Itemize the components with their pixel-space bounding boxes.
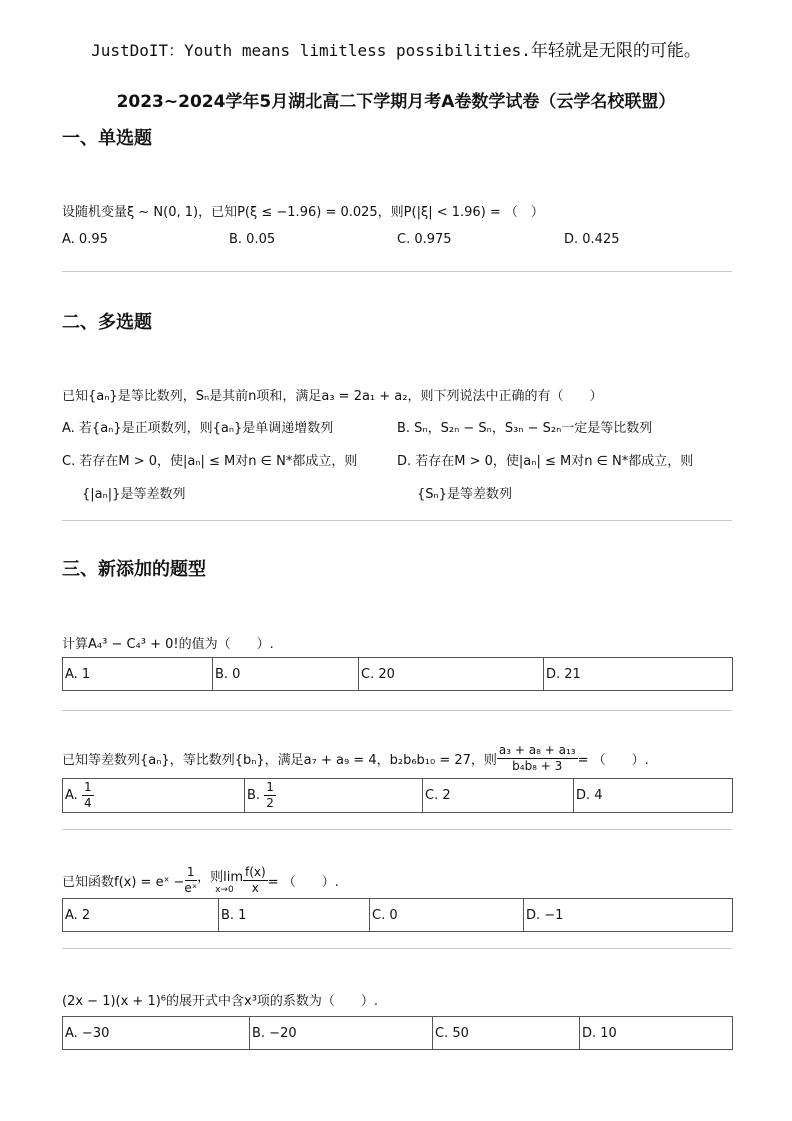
- q3-option-c[interactable]: C. 20: [359, 658, 544, 691]
- q5-fraction-1: [184, 865, 197, 896]
- q5-option-b[interactable]: B. 1: [219, 899, 370, 932]
- q4-option-b-denominator: 2: [266, 796, 274, 810]
- q5-option-c[interactable]: C. 0: [370, 899, 524, 932]
- q2-option-d[interactable]: [397, 450, 693, 502]
- q6-options-table: [62, 1016, 733, 1050]
- question-6-stem: (2x − 1)(x + 1)⁶的展开式中含x³项的系数为（ ）.: [62, 994, 379, 1009]
- divider: [62, 271, 732, 272]
- q1-option-d[interactable]: D. 0.425: [564, 232, 620, 247]
- q3-option-b[interactable]: B. 0: [213, 658, 359, 691]
- exam-title: 2023~2024学年5月湖北高二下学期月考A卷数学试卷（云学名校联盟）: [116, 92, 676, 112]
- question-2-stem: 已知{aₙ}是等比数列，Sₙ是其前n项和，满足a₃ = 2a₁ + a₂，则下列说法中正确的有（ ）: [62, 389, 603, 404]
- q4-option-b[interactable]: [245, 779, 423, 813]
- q3-options-table: [62, 657, 733, 691]
- q4-option-b-label: B.: [247, 788, 261, 803]
- q5-limit-subscript: x→0: [215, 884, 234, 895]
- q2-option-c[interactable]: [62, 450, 357, 502]
- section-heading-single-choice: 一、单选题: [62, 128, 152, 149]
- q4-option-b-numerator: 1: [266, 780, 274, 794]
- q5-fraction-1-denominator: eˣ: [184, 880, 198, 895]
- section-heading-multi-choice: 二、多选题: [62, 312, 152, 333]
- q1-option-c[interactable]: C. 0.975: [397, 232, 452, 247]
- divider: [62, 948, 732, 949]
- q6-option-d[interactable]: D. 10: [580, 1017, 733, 1050]
- q4-option-b-fraction: [264, 780, 276, 811]
- question-5-stem: [62, 862, 339, 898]
- q6-option-a[interactable]: A. −30: [63, 1017, 250, 1050]
- section-heading-new-types: 三、新添加的题型: [62, 559, 206, 580]
- q3-option-a[interactable]: A. 1: [63, 658, 213, 691]
- q4-options-table: [62, 778, 733, 813]
- q4-option-a-label: A.: [65, 788, 78, 803]
- q1-option-b[interactable]: B. 0.05: [229, 232, 276, 247]
- motto-line: [0, 36, 792, 61]
- divider: [62, 710, 732, 711]
- q2-option-d-line1: D. 若存在M > 0，使|aₙ| ≤ M对n ∈ N*都成立，则: [397, 454, 694, 469]
- q3-option-d[interactable]: D. 21: [544, 658, 733, 691]
- question-3-stem: 计算A₄³ − C₄³ + 0!的值为（ ）.: [62, 637, 274, 652]
- motto-chinese: 年轻就是无限的可能。: [530, 41, 701, 61]
- q5-fraction-2-denominator: x: [251, 880, 259, 895]
- q5-option-a[interactable]: A. 2: [63, 899, 219, 932]
- q5-fraction-2-numerator: f(x): [244, 864, 266, 879]
- q4-option-c[interactable]: C. 2: [423, 779, 574, 813]
- q4-fraction-numerator: a₃ + a₈ + a₁₃: [498, 742, 576, 757]
- motto-english: JustDoIT：Youth means limitless possibilities.: [91, 41, 531, 60]
- q4-option-a-denominator: 4: [83, 796, 92, 810]
- q2-option-a[interactable]: A. 若{aₙ}是正项数列，则{aₙ}是单调递增数列: [62, 421, 334, 436]
- question-1-stem: 设随机变量ξ ∼ N(0, 1)，已知P(ξ ≤ −1.96) = 0.025，则P(|ξ| < 1.96) = （ ）: [62, 205, 544, 220]
- q2-option-d-line2: {Sₙ}是等差数列: [417, 487, 512, 502]
- question-4-stem: [62, 740, 649, 776]
- q4-stem-text: 已知等差数列{aₙ}，等比数列{bₙ}，满足a₇ + a₉ = 4，b₂b₆b₁₀ = 27，则: [62, 752, 497, 768]
- q2-option-b[interactable]: B. Sₙ，S₂ₙ − Sₙ，S₃ₙ − S₂ₙ一定是等比数列: [397, 421, 653, 436]
- q5-stem-text: 已知函数f(x) = eˣ −: [62, 874, 185, 890]
- q6-option-c[interactable]: C. 50: [433, 1017, 580, 1050]
- q5-limit: [197, 866, 243, 895]
- q4-option-a-numerator: 1: [83, 780, 92, 794]
- q5-stem-end: = （ ）.: [267, 874, 339, 890]
- q4-option-d[interactable]: D. 4: [574, 779, 733, 813]
- q4-option-a[interactable]: [63, 779, 245, 813]
- q4-fraction: [497, 743, 578, 774]
- q5-options-table: [62, 898, 733, 932]
- divider: [62, 520, 732, 521]
- q5-fraction-2: [243, 865, 268, 896]
- q4-stem-end: = （ ）.: [577, 752, 649, 768]
- divider: [62, 829, 732, 830]
- q2-option-c-line2: {|aₙ|}是等差数列: [82, 487, 186, 502]
- q4-option-a-fraction: [82, 780, 94, 811]
- q6-option-b[interactable]: B. −20: [250, 1017, 433, 1050]
- q5-fraction-1-numerator: 1: [186, 864, 195, 879]
- q1-option-a[interactable]: A. 0.95: [62, 232, 108, 247]
- q5-limit-text: ，则lim: [197, 869, 243, 885]
- q2-option-c-line1: C. 若存在M > 0，使|aₙ| ≤ M对n ∈ N*都成立，则: [62, 454, 358, 469]
- q4-fraction-denominator: b₄b₈ + 3: [512, 758, 563, 773]
- q5-option-d[interactable]: D. −1: [524, 899, 733, 932]
